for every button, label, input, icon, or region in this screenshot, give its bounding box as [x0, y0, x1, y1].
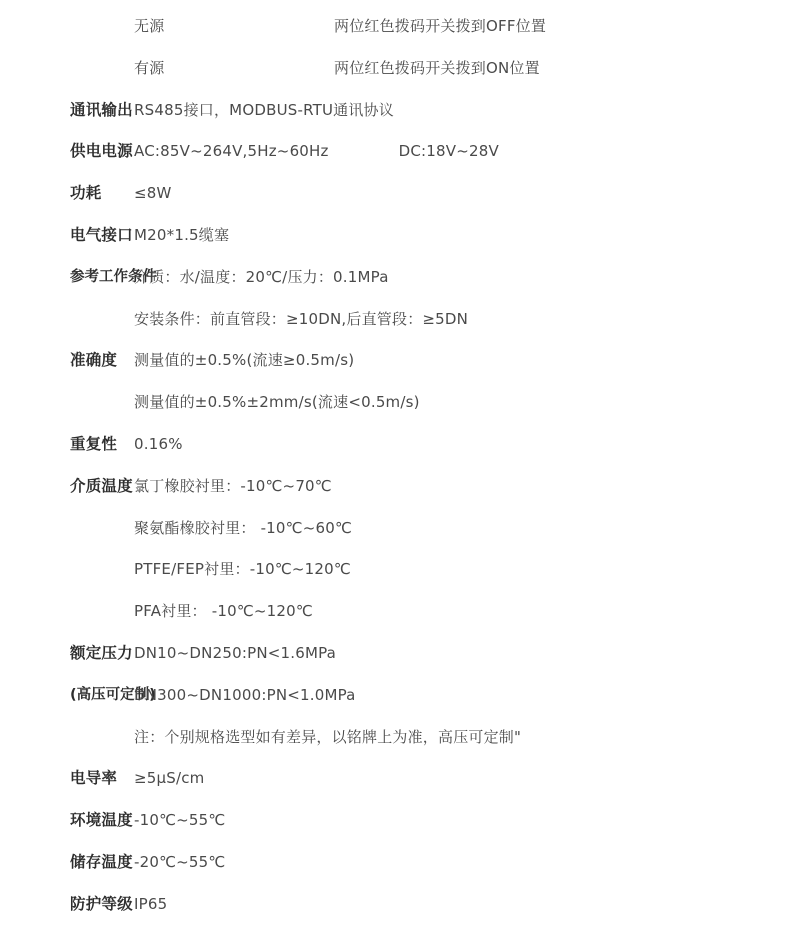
spec-label: 通讯输出 [70, 100, 133, 119]
spec-value: ≥5μS/cm [134, 769, 205, 788]
spec-value: 0.16% [134, 434, 183, 453]
spec-row [0, 173, 790, 215]
spec-row [0, 90, 790, 132]
spec-value: DN300~DN1000:PN<1.0MPa [134, 685, 356, 704]
spec-value [134, 131, 790, 173]
spec-label: 重复性 [70, 434, 118, 453]
spec-label: 储存温度 [70, 852, 133, 871]
spec-value: 测量值的±0.5%±2mm/s(流速<0.5m/s) [134, 393, 420, 412]
spec-row [0, 6, 790, 48]
spec-label: 电导率 [70, 769, 118, 788]
spec-label: 供电电源 [70, 142, 133, 161]
spec-label: 额定压力 [70, 643, 133, 662]
spec-value: 聚氨酯橡胶衬里： -10℃~60℃ [134, 518, 353, 537]
spec-row [0, 633, 790, 675]
spec-row [0, 131, 790, 173]
spec-value-col-b: 两位红色拨码开关拨到ON位置 [334, 58, 540, 77]
spec-value: RS485接口，MODBUS-RTU通讯协议 [134, 100, 394, 119]
spec-value: M20*1.5缆塞 [134, 225, 230, 244]
spec-value-col-a: 有源 [134, 58, 165, 77]
spec-value: 注：个别规格选型如有差异，以铭牌上为准，高压可定制" [134, 727, 522, 746]
spec-value [134, 6, 790, 48]
spec-label: 电气接口 [70, 225, 133, 244]
spec-row [0, 549, 790, 591]
spec-row [0, 424, 790, 466]
spec-value: 测量值的±0.5%(流速≥0.5m/s) [134, 351, 355, 370]
spec-value: -20℃~55℃ [134, 852, 226, 871]
spec-row [0, 48, 790, 90]
spec-value: PFA衬里： -10℃~120℃ [134, 602, 313, 621]
spec-label: 介质温度 [70, 476, 133, 495]
spec-value-col-a: 无源 [134, 17, 165, 35]
spec-row [0, 508, 790, 550]
spec-label: 防护等级 [70, 894, 133, 913]
spec-row [0, 257, 790, 299]
spec-value: ≤8W [134, 184, 172, 203]
spec-row [0, 800, 790, 842]
spec-row [0, 340, 790, 382]
spec-label: 参考工作条件 [70, 268, 157, 285]
spec-label: 功耗 [70, 184, 102, 203]
spec-row [0, 382, 790, 424]
spec-value: PTFE/FEP衬里：-10℃~120℃ [134, 560, 351, 579]
spec-row [0, 215, 790, 257]
spec-row [0, 884, 790, 926]
spec-value-col-b: 两位红色拨码开关拨到OFF位置 [334, 17, 547, 35]
spec-row [0, 591, 790, 633]
spec-value-col-a: AC:85V~264V,5Hz~60Hz [134, 142, 329, 161]
spec-value: 氯丁橡胶衬里：-10℃~70℃ [134, 476, 332, 495]
spec-row [0, 675, 790, 717]
spec-value [134, 48, 790, 90]
spec-label: 准确度 [70, 351, 118, 370]
spec-value: DN10~DN250:PN<1.6MPa [134, 643, 337, 662]
spec-value-col-b: DC:18V~28V [398, 142, 499, 161]
spec-value: -10℃~55℃ [134, 811, 226, 830]
spec-label: (高压可定制) [70, 686, 156, 703]
spec-value: 安装条件：前直管段：≥10DN,后直管段：≥5DN [134, 309, 469, 328]
spec-row [0, 299, 790, 341]
spec-value: IP65 [134, 894, 168, 913]
spec-row [0, 466, 790, 508]
spec-row [0, 842, 790, 884]
spec-label: 环境温度 [70, 811, 133, 830]
spec-row [0, 717, 790, 759]
spec-value: 介质：水/温度：20℃/压力：0.1MPa [134, 267, 389, 286]
spec-row [0, 758, 790, 800]
